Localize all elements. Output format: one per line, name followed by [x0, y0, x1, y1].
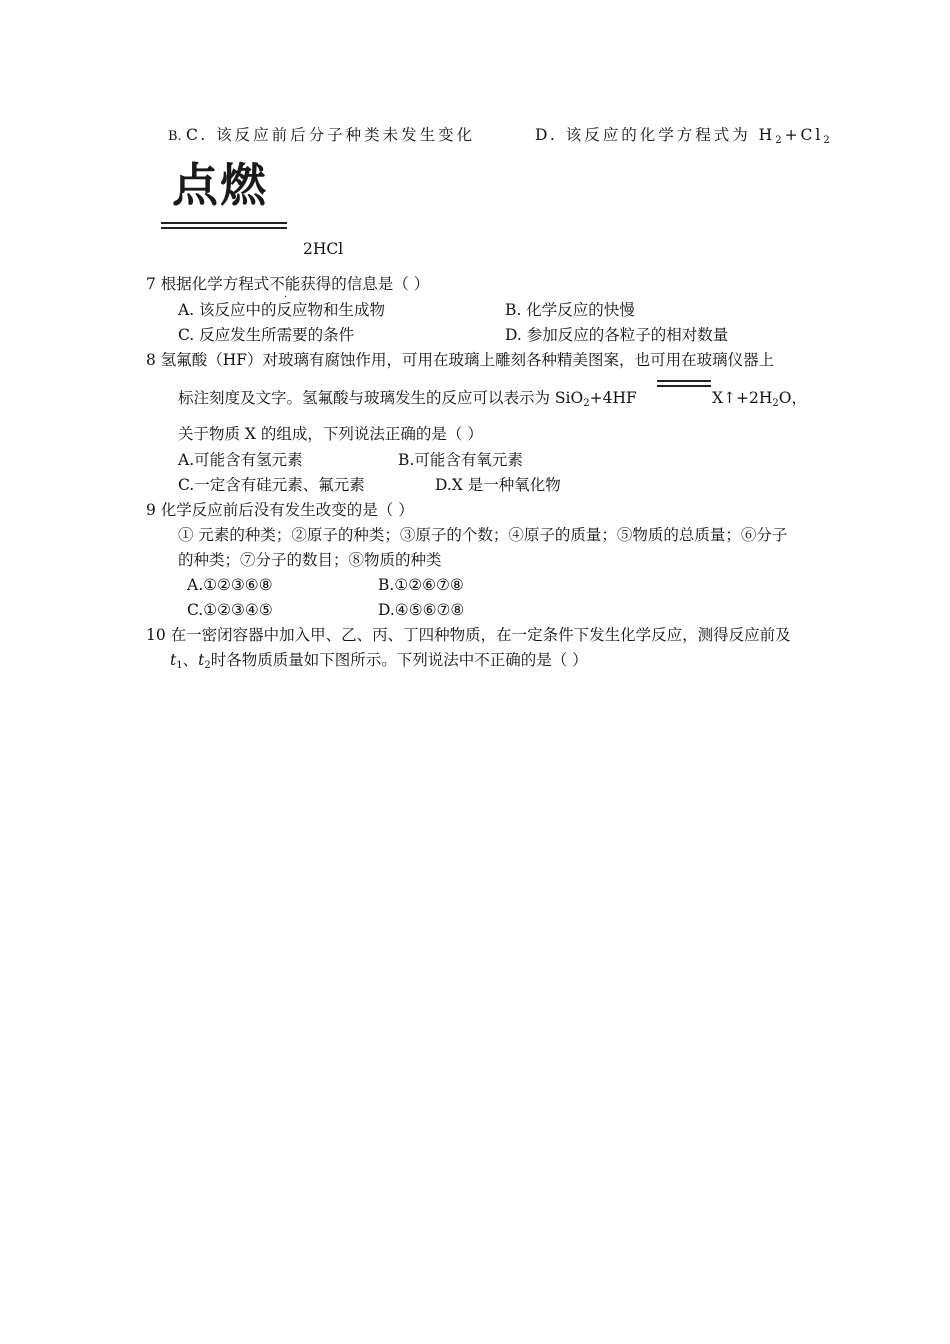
q10-separator: 、 — [182, 651, 199, 669]
q7-stem: 7 根据化学方程式不能获得的信息是（ ） — [146, 275, 430, 293]
q8-line3: 关于物质 X 的组成，下列说法正确的是（ ） — [178, 425, 483, 443]
q8-line2-text: 标注刻度及文字。氢氟酸与玻璃发生的反应可以表示为 SiO — [178, 389, 584, 407]
q7-option-d: D. 参加反应的各粒子的相对数量 — [505, 326, 729, 344]
q9-option-b: B.①②⑥⑦⑧ — [378, 576, 464, 594]
q8-option-c: C.一定含有硅元素、氟元素 — [178, 476, 365, 494]
q6-option-d-plus: +Cl — [784, 126, 824, 144]
q8-line2-reactant: +4HF — [589, 389, 637, 407]
q10-t1: t — [170, 651, 177, 669]
q6-option-d-sub1: 2 — [775, 135, 785, 146]
q9-option-c: C.①②③④⑤ — [187, 601, 273, 619]
q6-option-d — [535, 128, 833, 144]
q10-t2-sub: 2 — [204, 660, 211, 671]
q10-t1-sub: 1 — [176, 660, 183, 671]
q6-option-b-prefix: B. — [168, 129, 182, 144]
q7-option-b: B. 化学反应的快慢 — [505, 301, 635, 319]
q9-line2: 的种类；⑦分子的数目；⑧物质的种类 — [178, 551, 442, 569]
q9-stem: 9 化学反应前后没有发生改变的是（ ） — [146, 501, 414, 519]
q7-option-a: A. 该反应中的反应物和生成物 — [178, 301, 386, 319]
q6-option-d-text: D. 该反应的化学方程式为 H — [535, 126, 776, 144]
q8-line2 — [178, 391, 637, 407]
q9-option-a: A.①②③⑥⑧ — [187, 576, 273, 594]
q8-line1: 8 氢氟酸（HF）对玻璃有腐蚀作用，可用在玻璃上雕刻各种精美图案，也可用在玻璃仪器上 — [146, 351, 775, 369]
q8-line2-sub: 2 — [583, 398, 590, 409]
reaction-condition-label: 点燃 — [172, 158, 268, 212]
q8-line2-end: O， — [778, 389, 807, 407]
q10-t2: t — [198, 651, 205, 669]
q9-line1: ① 元素的种类；②原子的种类；③原子的个数；④原子的质量；⑤物质的总质量；⑥分子 — [178, 526, 788, 544]
q6-option-d-sub2: 2 — [823, 135, 833, 146]
equation-double-line — [161, 222, 287, 229]
q8-option-b: B.可能含有氧元素 — [398, 451, 523, 469]
q10-line2-rest: 时各物质质量如下图所示。下列说法中不正确的是（ ） — [210, 651, 588, 669]
q10-line1: 10 在一密闭容器中加入甲、乙、丙、丁四种物质，在一定条件下发生化学反应，测得反应前及 — [146, 626, 791, 644]
q6-option-c: C. 该反应前后分子种类未发生变化 — [186, 126, 476, 144]
q8-line2-product-x: X↑+2H — [712, 389, 773, 407]
q8-line2-sub2: 2 — [772, 398, 779, 409]
q8-line2-products — [712, 391, 807, 407]
q8-option-d: D.X 是一种氧化物 — [435, 476, 561, 494]
q7-option-c: C. 反应发生所需要的条件 — [178, 326, 355, 344]
q6-product: 2HCl — [303, 240, 344, 258]
q7-emphasis-dot: · — [284, 292, 288, 303]
q9-option-d: D.④⑤⑥⑦⑧ — [378, 601, 465, 619]
q10-line2 — [170, 653, 588, 669]
q8-option-a: A.可能含有氢元素 — [178, 451, 303, 469]
q8-equation-double-line — [657, 380, 711, 387]
